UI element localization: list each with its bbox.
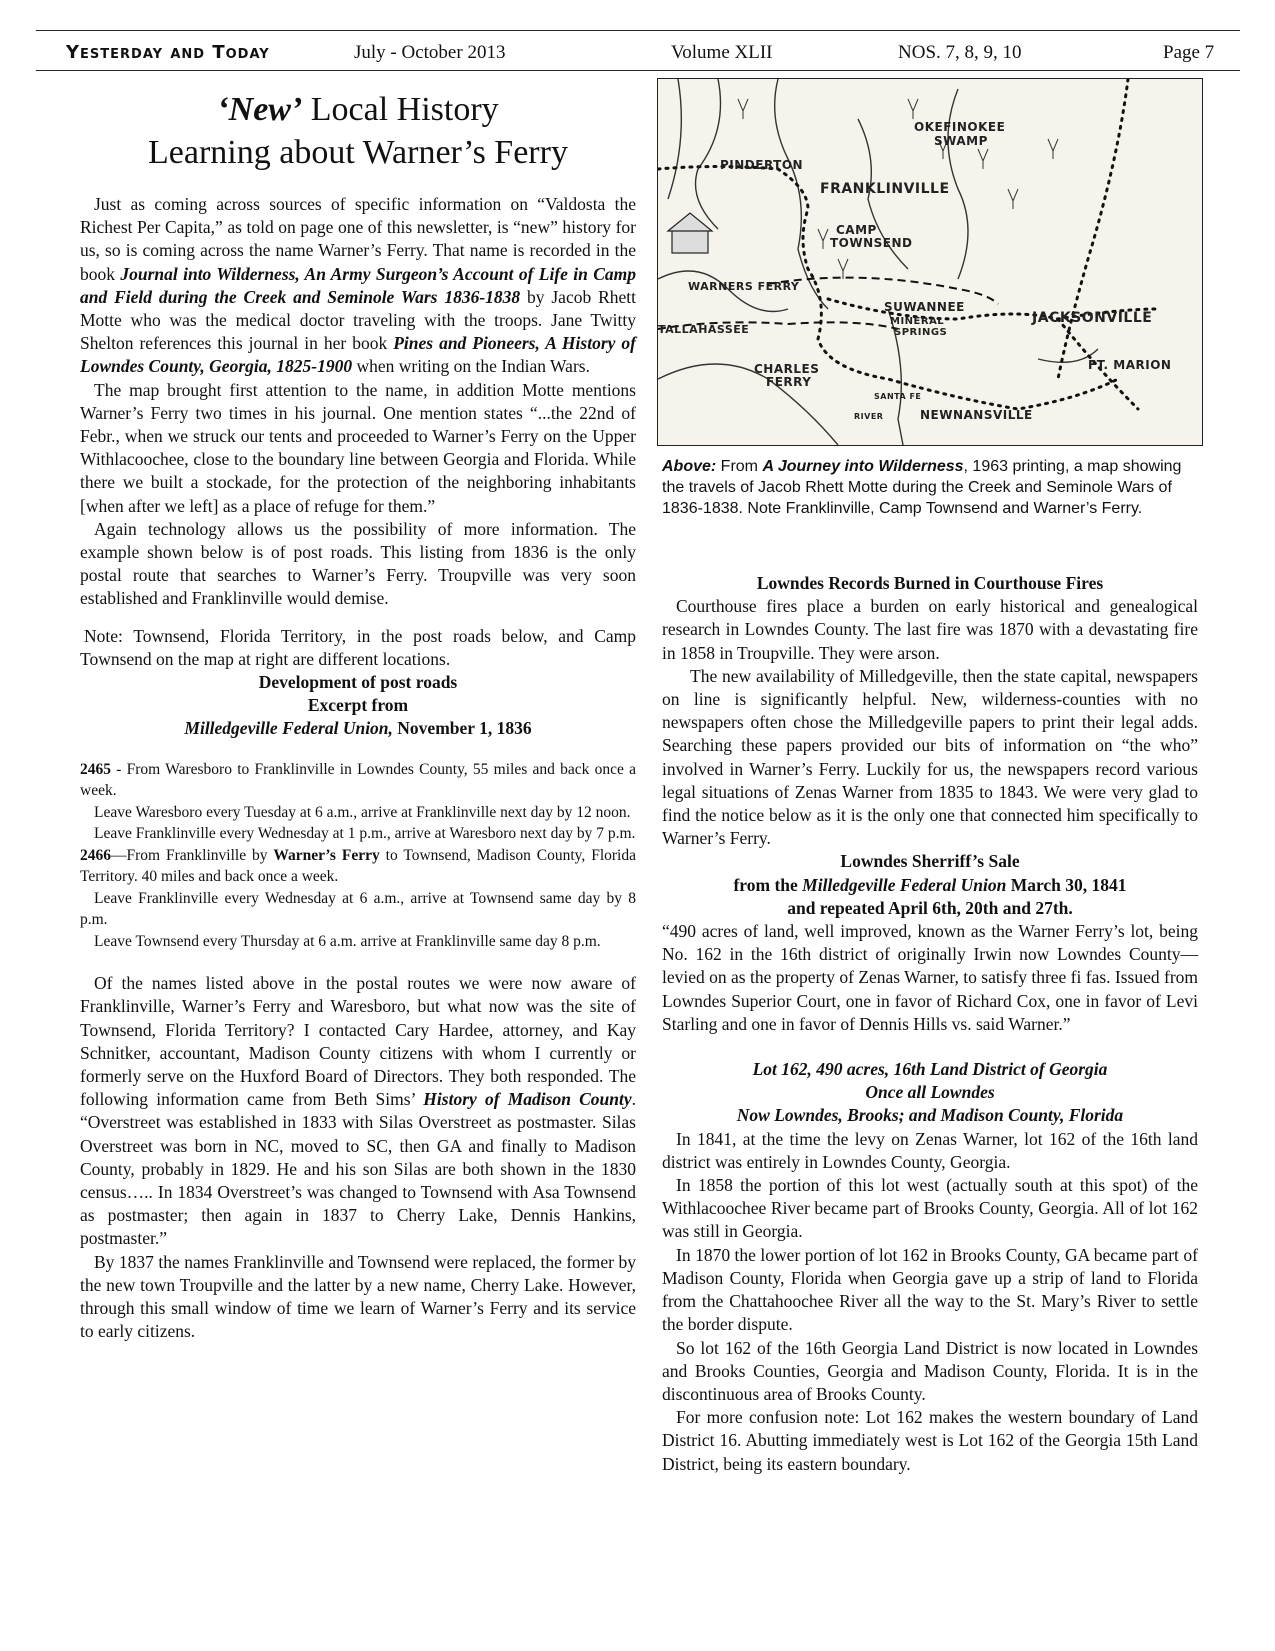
section-subheading: and repeated April 6th, 20th and 27th. bbox=[787, 897, 1073, 918]
paragraph: In 1858 the portion of this lot west (actually south at this spot) of the Withlacoochee River became part of Brooks County, Georgia. All of lot 162 was still in Georgia. bbox=[662, 1175, 1198, 1242]
map-drawing bbox=[658, 79, 1202, 445]
tree-mark bbox=[978, 149, 988, 169]
map-label: SPRINGS bbox=[894, 327, 948, 338]
left-column bbox=[80, 193, 636, 1343]
map-label: SWAMP bbox=[934, 134, 988, 148]
paragraph: Courthouse fires place a burden on early historical and genealogical research in Lowndes County. The last fire was 1870 with a devastating fire in 1858 in Troupville. They were arson. bbox=[662, 596, 1198, 663]
tree-mark bbox=[738, 99, 748, 119]
tree-mark bbox=[1008, 189, 1018, 209]
map-label: FT. MARION bbox=[1088, 358, 1172, 372]
map-label: CHARLES bbox=[754, 362, 820, 376]
header-rule-top bbox=[36, 30, 1240, 31]
river bbox=[668, 79, 681, 199]
map-label: TALLAHASSEE bbox=[658, 323, 750, 336]
map-label: JACKSONVILLE bbox=[1032, 310, 1153, 326]
excerpt-heading: Excerpt from bbox=[307, 695, 409, 716]
note: Note: Townsend, Florida Territory, in the post roads below, and Camp Townsend on the map at right are different locations. bbox=[80, 625, 636, 669]
tree-mark bbox=[838, 259, 848, 279]
title-line2: Learning about Warner’s Ferry bbox=[148, 134, 568, 171]
map-label: WARNERS FERRY bbox=[688, 280, 800, 293]
post-roads-heading: Development of post roads bbox=[258, 672, 458, 693]
page-header bbox=[38, 40, 1238, 72]
map-label: OKEFINOKEE bbox=[914, 120, 1006, 134]
map-label: CAMP bbox=[836, 223, 877, 237]
map-label: FERRY bbox=[766, 375, 812, 389]
map-label: NEWNANSVILLE bbox=[920, 408, 1033, 422]
section-heading: Lowndes Sherriff’s Sale bbox=[840, 851, 1020, 872]
issue-date: July - October 2013 bbox=[354, 42, 506, 63]
map-label: PINDERTON bbox=[720, 158, 804, 172]
article-title: ‘New’ Local History Learning about Warner’s Ferry bbox=[80, 88, 636, 174]
map-label: MINERAL bbox=[890, 316, 945, 327]
paragraph: Just as coming across sources of specific information on “Valdosta the Richest Per Capita,” as told on page one of this newsletter, is “new” history for us, so is coming across the name Warner’s Ferry. That name is recorded in the book Journal into Wilderness, An Army Surgeon’s Account of Life in Camp and Field during the Creek and Seminole Wars 1836-1838 by Jacob Rhett Motte who was the medical doctor traveling with the troops. Jane Twitty Shelton references this journal in her book Pines and Pioneers, A History of Lowndes County, Georgia, 1825-1900 when writing on the Indian Wars. bbox=[80, 194, 636, 377]
tree-mark bbox=[908, 99, 918, 119]
map-label: SUWANNEE bbox=[884, 300, 965, 314]
map-label: RIVER bbox=[854, 412, 884, 421]
paragraph: Again technology allows us the possibility of more information. The example shown below is of post roads. This listing from 1836 is the only postal route that searches to Warner’s Ferry. Troupville was very soon established and Franklinville would demise. bbox=[80, 518, 636, 609]
paragraph: Of the names listed above in the postal routes we were now aware of Franklinville, Warner’s Ferry and Waresboro, but what now was the site of Townsend, Florida Territory? I contacted Cary Hardee, attorney, and Kay Schnitker, accountant, Madison County citizens with whom I currently or formerly serve on the Huxford Board of Directors. They both responded. The following information came from Beth Sims’ History of Madison County. “Overstreet was established in 1833 with Silas Overstreet as postmaster. Silas Overstreet was born in NC, moved to SC, then GA and finally to Madison County, probably in 1829. He and his son Silas are both shown in the 1830 census….. In 1834 Overstreet’s was changed to Townsend with Asa Townsend as postmaster; then again in 1837 to Cherry Lake, Dennis Hankins, postmaster.” bbox=[80, 973, 636, 1249]
issue-numbers: NOS. 7, 8, 9, 10 bbox=[898, 42, 1022, 63]
post-routes: 2465 - From Waresboro to Franklinville in Lowndes County, 55 miles and back once a week. Leave Waresboro every Tuesday at 6 a.m., arrive at Franklinville next day by 12 noon. Leave Franklinville every Wednesday at 1 p.m., arrive at Waresboro next day by 7 p.m. 2466—From Franklinville by Warner’s Ferry to Townsend, Madison County, Florida Territory. 40 miles and back once a week. Leave Franklinville every Wednesday at 6 a.m., arrive at Townsend same day by 8 p.m. Leave Townsend every Thursday at 6 a.m. arrive at Franklinville same day 8 p.m. bbox=[80, 760, 636, 950]
paragraph: The map brought first attention to the name, in addition Motte mentions Warner’s Ferry two times in his journal. One mention states “...the 22nd of Febr., when we struck our tents and proceeded to Warner’s Ferry on the Upper Withlacoochee, close to the boundary line between Georgia and Florida. While there we built a stockade, for the protection of the neighboring inhabitants [when after we left] as a place of refuge for them.” bbox=[80, 379, 636, 516]
historical-map bbox=[657, 78, 1203, 446]
route-2466: 2466—From Franklinville by Warner’s Ferry to Townsend, Madison County, Florida Territory. 40 miles and back once a week. bbox=[80, 846, 636, 886]
map-label: SANTA FE bbox=[874, 392, 922, 401]
source-heading: Milledgeville Federal Union, November 1, 1836 bbox=[184, 718, 532, 739]
page-number: Page 7 bbox=[1163, 42, 1215, 63]
paragraph: In 1870 the lower portion of lot 162 in Brooks County, GA became part of Madison County, Florida when Georgia gave up a strip of land to Florida from the Chattahoochee River all the way to the St. Mary’s River to settle the border dispute. bbox=[662, 1244, 1198, 1335]
volume: Volume XLII bbox=[671, 42, 773, 63]
map-caption: Above: From A Journey into Wilderness, 1963 printing, a map showing the travels of Jacob Rhett Motte during the Creek and Seminole Wars of 1836-1838. Note Franklinville, Camp Townsend and Warner’s Ferry. bbox=[662, 458, 1182, 517]
tree-mark bbox=[1048, 139, 1058, 159]
paragraph: By 1837 the names Franklinville and Townsend were replaced, the former by the new town Troupville and the latter by a new name, Cherry Lake. However, through this small window of time we learn of Warner’s Ferry and its service to early citizens. bbox=[80, 1251, 636, 1342]
right-column bbox=[662, 572, 1198, 1476]
map-label: TOWNSEND bbox=[830, 236, 913, 250]
header-rule-bottom bbox=[36, 70, 1240, 71]
section-heading: Lowndes Records Burned in Courthouse Fires bbox=[756, 573, 1104, 593]
paragraph: In 1841, at the time the levy on Zenas Warner, lot 162 of the 16th land district was entirely in Lowndes County, Georgia. bbox=[662, 1128, 1198, 1172]
cabin-icon bbox=[668, 213, 712, 253]
river bbox=[696, 79, 721, 229]
paragraph: So lot 162 of the 16th Georgia Land District is now located in Lowndes and Brooks Counties, Georgia and Madison County, Florida. It is in the discontinuous area of Brooks County. bbox=[662, 1337, 1198, 1404]
paragraph: For more confusion note: Lot 162 makes the western boundary of Land District 16. Abutting immediately west is Lot 162 of the Georgia 15th Land District, being its eastern boundary. bbox=[662, 1407, 1198, 1474]
section-subheading: from the Milledgeville Federal Union March 30, 1841 bbox=[733, 874, 1127, 895]
section-subheading: Now Lowndes, Brooks; and Madison County, Florida bbox=[736, 1105, 1124, 1126]
tree-mark bbox=[818, 229, 828, 249]
river bbox=[948, 89, 968, 279]
paragraph: The new availability of Milledgeville, then the state capital, newspapers on line is significantly helpful. New, wilderness-counties with no newspapers often chose the Milledgeville papers to print their legal adds. Searching these papers provided our bits of information on “the who” involved in Warner’s Ferry. Luckily for us, the newspapers record various legal situations of Zenas Warner from 1835 to 1843. We were very glad to find the notice below as it is the only one that connected him specifically to Warner’s Ferry. bbox=[662, 665, 1198, 849]
masthead: Yesterday and Today bbox=[66, 42, 270, 63]
section-heading: Lot 162, 490 acres, 16th Land District of Georgia bbox=[752, 1059, 1108, 1080]
title-new: ‘New’ bbox=[217, 91, 303, 128]
sale-quote: “490 acres of land, well improved, known as the Warner Ferry’s lot, being No. 162 in the 16th district of originally Irwin now Lowndes County—levied on as the property of Zenas Warner, to satisfy three fi fas. Issued from Lowndes Superior Court, one in favor of Richard Cox, one in favor of Levi Starling and one in favor of Dennis Hills vs. said Warner.” bbox=[662, 921, 1199, 1034]
map-label: FRANKLINVILLE bbox=[820, 181, 950, 197]
section-subheading: Once all Lowndes bbox=[865, 1082, 995, 1103]
route-2465: 2465 - From Waresboro to Franklinville in Lowndes County, 55 miles and back once a week. bbox=[80, 760, 636, 800]
